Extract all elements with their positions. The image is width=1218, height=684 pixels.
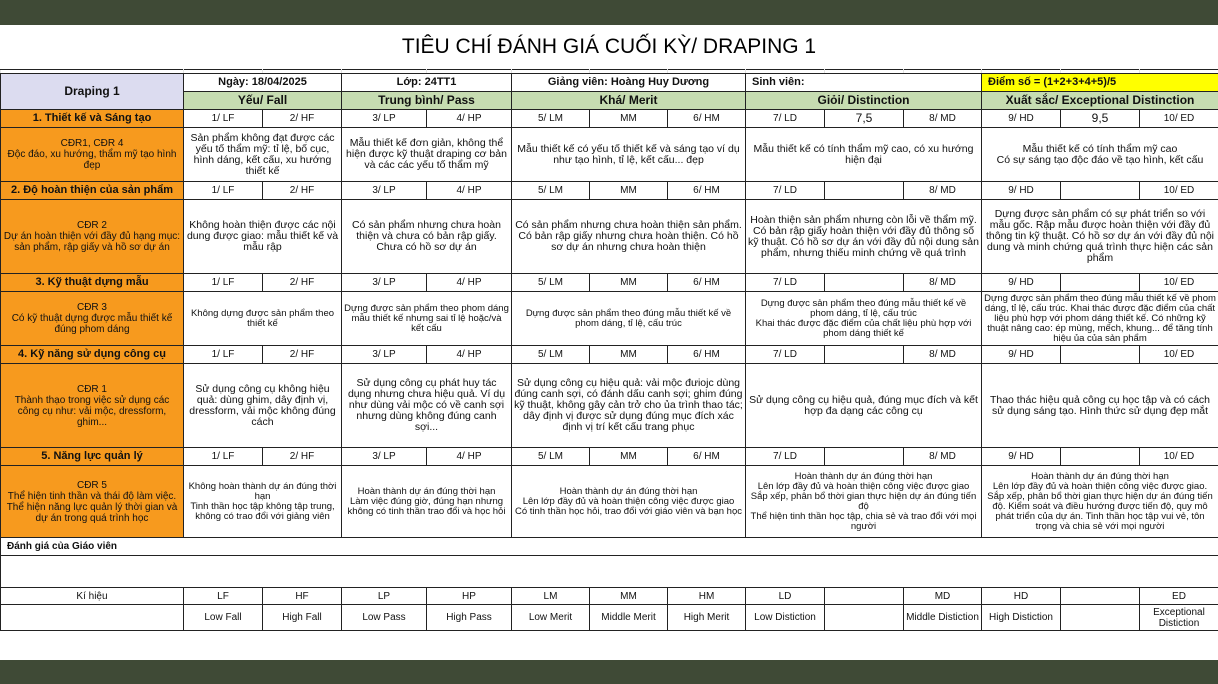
criterion-description: CĐR 5 Thể hiện tinh thần và thái độ làm việc. Thể hiện năng lực quản lý thời gian và dự án trong quá trình học [1,466,184,538]
grade-code: 4/ HP [427,274,512,292]
criterion-header-row [1,448,1218,466]
legend-name: High Merit [668,605,746,631]
level-description: Sử dụng công cụ hiệu quả, đúng mục đích và kết hợp đa dạng các công cụ [746,364,982,448]
legend-name: Low Distiction [746,605,825,631]
level-description: Thao thác hiệu quả công cụ học tập và có cách sử dụng sáng tạo. Hình thức sử dụng đẹp mắt [982,364,1218,448]
criterion-description: CĐR 1 Thành thạo trong việc sử dụng các công cụ như: vải mộc, dressform, ghim... [1,364,184,448]
grade-code: 8/ MD [904,110,982,128]
grade-code: 4/ HP [427,448,512,466]
level-description: Hoàn thành dự án đúng thời hạn Lên lớp đầy đủ và hoàn thiện công việc được giao. Sắp xếp, phân bổ thời gian thực hiện dự án đúng tiến độ. Kiểm soát và điều hướng được tiến độ, quy mô phát triển của dự án. Tinh thần học tập vui vẻ, tôn trọng và chia sẻ với mọi người [982,466,1218,538]
sheet-title: TIÊU CHÍ ĐÁNH GIÁ CUỐI KỲ/ DRAPING 1 [401,35,817,58]
grade-code: 4/ HP [427,182,512,200]
legend-name: Middle Merit [590,605,668,631]
level-header-row [1,92,1218,110]
distinction-score-input[interactable]: 7,5 [825,110,904,128]
grade-code: 7/ LD [746,182,825,200]
grade-code: 3/ LP [342,448,427,466]
exceptional-score-input[interactable]: 9,5 [1061,110,1140,128]
legend-code: MD [904,588,982,605]
grade-code: 7/ LD [746,274,825,292]
grade-code: 9/ HD [982,110,1061,128]
grade-code: 5/ LM [512,448,590,466]
level-description: Hoàn thành dự án đúng thời hạn Lên lớp đầy đủ và hoàn thiện công việc được giao Có tinh thần học hỏi, trao đổi với giáo viên và bạn học [512,466,746,538]
legend-code: HP [427,588,512,605]
distinction-score-input[interactable] [825,346,904,364]
criterion-description: CĐR1, CĐR 4 Độc đáo, xu hướng, thẩm mỹ tạo hình đẹp [1,128,184,182]
grade-code: 10/ ED [1140,182,1218,200]
level-description: Dựng được sản phẩm theo phom dáng mẫu thiết kế nhưng sai tỉ lệ hoặc/và kết cấu [342,292,512,346]
criterion-desc-row [1,292,1218,346]
class-field[interactable]: Lớp: 24TT1 [342,74,512,92]
level-description: Không hoàn thành dự án đúng thời hạn Tinh thần học tập không tập trung, không có trao đổi với giảng viên [184,466,342,538]
legend-code: LP [342,588,427,605]
grade-code: 8/ MD [904,346,982,364]
criterion-desc-row [1,128,1218,182]
grade-code: MM [590,110,668,128]
level-description: Không dựng được sản phẩm theo thiết kế [184,292,342,346]
legend-name: Middle Distiction [904,605,982,631]
legend-code: HF [263,588,342,605]
legend-code [825,588,904,605]
exceptional-score-input[interactable] [1061,448,1140,466]
grade-code: 10/ ED [1140,448,1218,466]
grade-code: 10/ ED [1140,110,1218,128]
grade-code: 5/ LM [512,110,590,128]
grade-code: 2/ HF [263,448,342,466]
empty-cell [1,605,184,631]
grade-code: 10/ ED [1140,346,1218,364]
exceptional-score-input[interactable] [1061,274,1140,292]
legend-name: High Pass [427,605,512,631]
criterion-desc-row [1,200,1218,274]
grade-code: MM [590,448,668,466]
criterion-header-row [1,182,1218,200]
criterion-desc-row [1,466,1218,538]
grade-code: 1/ LF [184,274,263,292]
teacher-field[interactable]: Giảng viên: Hoàng Huy Dương [512,74,746,92]
legend-name: Low Fall [184,605,263,631]
criterion-title: 5. Năng lực quản lý [1,448,184,466]
level-description: Dựng được sản phẩm có sự phát triển so với mẫu gốc. Rập mẫu được hoàn thiện với đầy đủ thông tin kỹ thuật. Có hồ sơ dự án với đầy đủ nội dung và minh chứng quá trình thực hiện các sản phẩm [982,200,1218,274]
level-description: Có sản phẩm nhưng chưa hoàn thiện sản phẩm. Có bản rập giấy nhưng chưa hoàn thiện. Có hồ sơ dự án nhưng chưa hoàn thiện [512,200,746,274]
grade-code: 4/ HP [427,346,512,364]
level-description: Hoàn thiện sản phẩm nhưng còn lỗi về thẩm mỹ. Có bản rập giấy hoàn thiện với đầy đủ thông số kỹ thuật. Có hồ sơ dự án với đầy đủ nội dung sản phẩm, nhưng thiếu minh chứng về quá trình [746,200,982,274]
distinction-score-input[interactable] [825,448,904,466]
legend-name: High Fall [263,605,342,631]
legend-code: HM [668,588,746,605]
header-info-row [1,74,1218,92]
level-description: Sử dụng công cụ không hiệu quả: dùng ghim, dây định vị, dressform, vải mộc không đúng cách [184,364,342,448]
grade-code: MM [590,346,668,364]
rubric-sheet [0,25,1218,660]
legend-code-row [1,588,1218,605]
legend-code: MM [590,588,668,605]
grade-code: 9/ HD [982,274,1061,292]
grade-code: 1/ LF [184,448,263,466]
level-description: Mẫu thiết kế có tính thẩm mỹ cao, có xu hướng hiện đại [746,128,982,182]
grade-code: 6/ HM [668,182,746,200]
distinction-score-input[interactable] [825,274,904,292]
criterion-title: 4. Kỹ năng sử dụng công cụ [1,346,184,364]
grade-code: 9/ HD [982,182,1061,200]
grade-code: 3/ LP [342,182,427,200]
grade-code: 5/ LM [512,182,590,200]
level-description: Có sản phẩm nhưng chưa hoàn thiện và chưa có bản rập giấy. Chưa có hồ sơ dự án [342,200,512,274]
level-description: Dựng được sản phẩm theo đúng mẫu thiết kế về phom dáng, tỉ lệ, cấu trúc. Khai thác được đặc điểm của chất liệu phù hợp với phom dáng thiết kế. Có những kỹ thuật nâng cao: ép mùng, mếch, khung... để tăng tính hiệu ủa của sản phẩm [982,292,1218,346]
legend-name: Low Pass [342,605,427,631]
grade-code: 6/ HM [668,346,746,364]
criterion-title: 3. Kỹ thuật dựng mẫu [1,274,184,292]
grade-code: 6/ HM [668,274,746,292]
exceptional-score-input[interactable] [1061,182,1140,200]
criterion-title: 1. Thiết kế và Sáng tạo [1,110,184,128]
level-header: Trung bình/ Pass [342,92,512,110]
exceptional-score-input[interactable] [1061,346,1140,364]
teacher-eval-row [1,538,1218,556]
grade-code: MM [590,182,668,200]
level-description: Sử dụng công cụ phát huy tác dụng nhưng chưa hiệu quả. Ví dụ như dùng vải mộc có về canh sợi nhưng dùng không đúng canh sợi... [342,364,512,448]
grade-code: 4/ HP [427,110,512,128]
grade-code: 7/ LD [746,448,825,466]
level-description: Mẫu thiết kế có tính thẩm mỹ cao Có sự sáng tạo độc đáo về tạo hình, kết cấu [982,128,1218,182]
grade-code: 6/ HM [668,448,746,466]
grade-code: 6/ HM [668,110,746,128]
legend-name: High Distiction [982,605,1061,631]
grade-code: 10/ ED [1140,274,1218,292]
grade-code: 1/ LF [184,110,263,128]
legend-code: LD [746,588,825,605]
legend-code [1061,588,1140,605]
legend-code: ED [1140,588,1218,605]
teacher-eval-label: Đánh giá của Giáo viên [1,538,1218,556]
grade-code: 9/ HD [982,448,1061,466]
level-description: Sử dụng công cụ hiệu quả: vải mộc đưiojc dùng đúng canh sợi, có đánh dấu canh sợi; ghim đúng kỹ thuật, không gây cản trở cho ủa trình thao tác; dây định vị được sử dụng đúng mục đích xác định vị trí kết cấu trang phục [512,364,746,448]
grade-code: 7/ LD [746,346,825,364]
grade-code: 2/ HF [263,182,342,200]
legend-code: HD [982,588,1061,605]
criterion-header-row [1,346,1218,364]
legend-name [825,605,904,631]
distinction-score-input[interactable] [825,182,904,200]
level-description: Hoàn thành dự án đúng thời hạn Làm việc đúng giờ, đúng hạn nhưng không có tinh thần trao đổi và học hỏi [342,466,512,538]
level-description: Dựng được sản phẩm theo đúng mẫu thiết kế về phom dáng, tỉ lệ, cấu trúc Khai thác được đặc điểm của chất liệu phù hợp với phom dáng thiết kế [746,292,982,346]
score-formula[interactable]: Điểm số = (1+2+3+4+5)/5 [982,74,1218,92]
course-name: Draping 1 [1,74,184,110]
grade-code: 5/ LM [512,346,590,364]
grade-code: MM [590,274,668,292]
grade-code: 2/ HF [263,346,342,364]
criterion-description: CĐR 2 Dự án hoàn thiện với đầy đủ hạng mục: sản phẩm, rập giấy và hồ sơ dự án [1,200,184,274]
grade-code: 5/ LM [512,274,590,292]
level-header: Yếu/ Fall [184,92,342,110]
grade-code: 1/ LF [184,182,263,200]
level-description: Không hoàn thiện được các nội dung được giao: mẫu thiết kế và mẫu rập [184,200,342,274]
grade-code: 2/ HF [263,274,342,292]
criterion-description: CĐR 3 Có kỹ thuật dựng được mẫu thiết kế đúng phom dáng [1,292,184,346]
teacher-eval-input-row [1,556,1218,588]
grade-code: 7/ LD [746,110,825,128]
legend-name: Exceptional Distiction [1140,605,1218,631]
grade-code: 3/ LP [342,110,427,128]
legend-name: Low Merit [512,605,590,631]
grade-code: 3/ LP [342,274,427,292]
level-header: Giỏi/ Distinction [746,92,982,110]
level-description: Mẫu thiết kế có yếu tố thiết kế và sáng tạo ví dụ như tạo hình, tỉ lệ, kết cấu... đẹp [512,128,746,182]
criterion-header-row [1,274,1218,292]
level-description: Mẫu thiết kế đơn giản, không thể hiện được kỹ thuật draping cơ bản và các các yếu tố thẩm mỹ [342,128,512,182]
legend-label: Kí hiệu [1,588,184,605]
teacher-eval-input[interactable] [1,556,1218,588]
date-field[interactable]: Ngày: 18/04/2025 [184,74,342,92]
grade-code: 2/ HF [263,110,342,128]
grade-code: 8/ MD [904,274,982,292]
criterion-desc-row [1,364,1218,448]
level-description: Hoàn thành dự án đúng thời hạn Lên lớp đầy đủ và hoàn thiện công việc được giao Sắp xếp, phân bổ thời gian thực hiện dự án đúng tiến độ Thể hiện tinh thần học tập, chia sẻ và trao đổi với mọi người [746,466,982,538]
grade-code: 1/ LF [184,346,263,364]
legend-name-row [1,605,1218,631]
level-header: Xuất sắc/ Exceptional Distinction [982,92,1218,110]
level-header: Khá/ Merit [512,92,746,110]
criterion-header-row [1,110,1218,128]
legend-code: LF [184,588,263,605]
grade-code: 8/ MD [904,182,982,200]
level-description: Sản phẩm không đạt được các yếu tố thẩm mỹ: tỉ lệ, bố cục, hình dáng, kết cấu, xu hướng thiết kế [184,128,342,182]
grade-code: 9/ HD [982,346,1061,364]
criterion-title: 2. Độ hoàn thiện của sản phẩm [1,182,184,200]
level-description: Dựng được sản phẩm theo đúng mẫu thiết kế về phom dáng, tỉ lệ, cấu trúc [512,292,746,346]
grade-code: 3/ LP [342,346,427,364]
grade-code: 8/ MD [904,448,982,466]
student-field[interactable]: Sinh viên: [746,74,982,92]
rubric-table [0,69,1218,631]
legend-code: LM [512,588,590,605]
legend-name [1061,605,1140,631]
